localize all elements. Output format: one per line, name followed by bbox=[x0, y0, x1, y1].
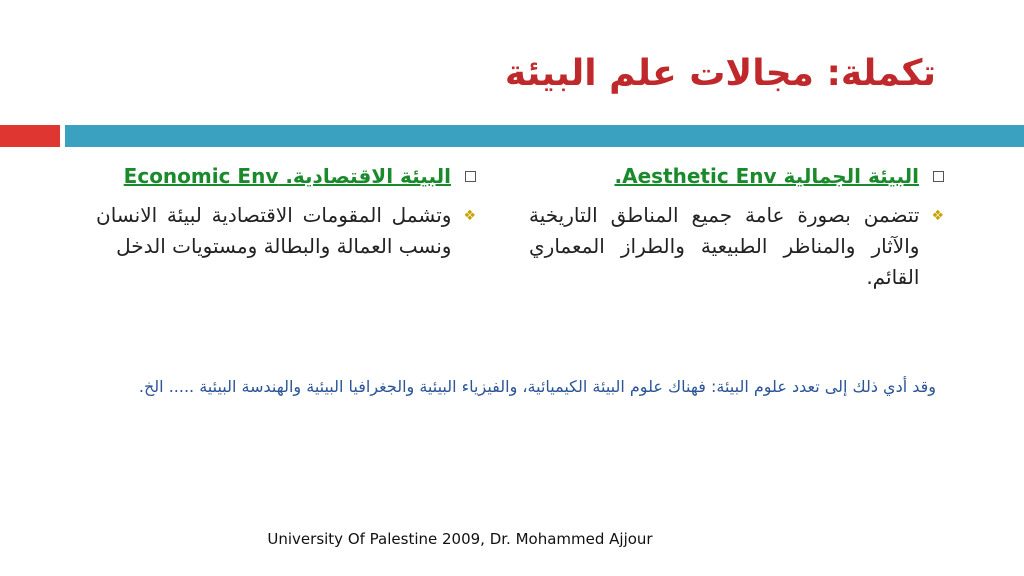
economic-item bbox=[96, 200, 476, 262]
square-bullet-icon bbox=[465, 171, 476, 182]
accent-bar-teal bbox=[65, 125, 1024, 147]
diamond-bullet-icon: ❖ bbox=[931, 208, 944, 224]
slide-title: تكملة: مجالات علم البيئة bbox=[504, 53, 936, 94]
slide-footer: University Of Palestine 2009, Dr. Mohammed Ajjour bbox=[267, 530, 653, 548]
economic-heading-text: البيئة الاقتصادية. Economic Env bbox=[123, 164, 451, 188]
aesthetic-body: تتضمن بصورة عامة جميع المناطق التاريخية والآثار والمناظر الطبيعية والطراز المعماري القائم. bbox=[529, 203, 920, 289]
economic-heading bbox=[96, 162, 476, 190]
aesthetic-heading bbox=[529, 162, 944, 190]
economic-body: وتشمل المقومات الاقتصادية لبيئة الانسان ونسب العمالة والبطالة ومستويات الدخل bbox=[96, 203, 452, 258]
summary-note: وقد أدي ذلك إلى تعدد علوم البيئة: فهناك علوم البيئة الكيميائية، والفيزياء البيئية والجغرافيا البيئية والهندسة البيئية ..... الخ. bbox=[138, 377, 936, 396]
economic-column bbox=[96, 162, 476, 262]
square-bullet-icon bbox=[933, 171, 944, 182]
aesthetic-item bbox=[529, 200, 944, 293]
accent-bar-red bbox=[0, 125, 60, 147]
aesthetic-column bbox=[529, 162, 944, 293]
aesthetic-heading-text: البيئة الجمالية Aesthetic Env. bbox=[614, 164, 919, 188]
diamond-bullet-icon: ❖ bbox=[463, 208, 476, 224]
